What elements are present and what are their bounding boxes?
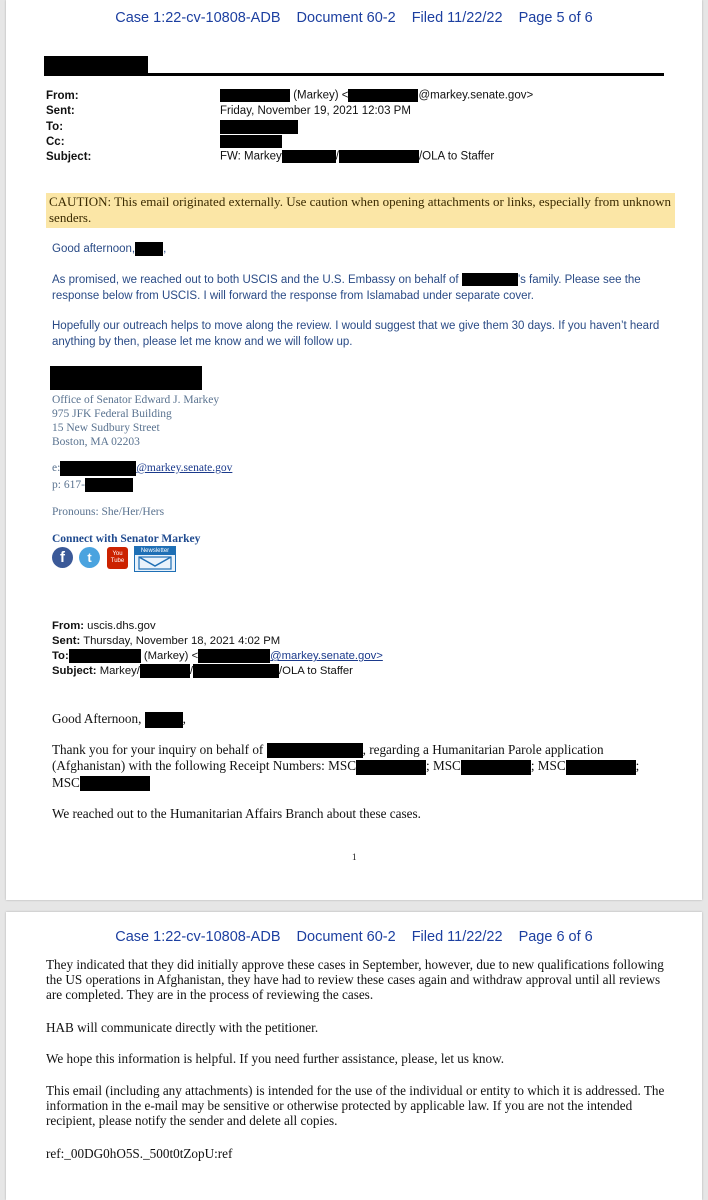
paragraph: HAB will communicate directly with the petitioner.	[46, 1020, 319, 1035]
from-row: From: (Markey) < @markey.senate.gov>	[46, 89, 534, 102]
filed-date: Filed 11/22/22	[411, 10, 503, 26]
redaction-bar	[140, 664, 190, 678]
twitter-icon[interactable]: t	[79, 547, 100, 568]
redaction-bar	[220, 120, 298, 134]
facebook-icon[interactable]: f	[52, 547, 73, 568]
sent-row: Sent: Friday, November 19, 2021 12:03 PM	[46, 105, 411, 117]
document-number: Document 60-2	[296, 10, 396, 26]
newsletter-icon[interactable]: Newsletter	[134, 546, 176, 572]
document-page-5	[6, 0, 702, 900]
redaction-bar	[69, 649, 141, 663]
redaction-bar	[339, 150, 419, 163]
redaction-bar	[193, 664, 279, 678]
redaction-bar	[267, 743, 363, 758]
signature-block: Office of Senator Edward J. Markey 975 JFK Federal Building 15 New Sudbury Street Boston, MA 02203	[52, 394, 220, 448]
redaction-bar	[50, 366, 202, 390]
subject-row: Subject: FW: Markey / /OLA to Staffer	[46, 150, 495, 163]
envelope-icon	[135, 555, 175, 570]
document-page-6	[6, 912, 702, 1200]
redaction-bar	[220, 135, 282, 148]
case-header	[6, 929, 702, 945]
redaction-bar	[348, 89, 418, 102]
redaction-bar	[282, 150, 336, 163]
email-link[interactable]: @markey.senate.gov	[136, 462, 233, 475]
redaction-bar	[220, 89, 290, 102]
page-indicator: Page 5 of 6	[518, 10, 593, 26]
signature-email: e: @markey.senate.gov	[52, 462, 233, 475]
case-number: Case 1:22-cv-10808-ADB	[115, 929, 281, 945]
header-rule	[44, 73, 664, 76]
paragraph: As promised, we reached out to both USCIS and the U.S. Embassy on behalf of ’s family. Please see the response below from USCIS. I will forward the response from Islamabad under separate cover.	[52, 274, 641, 302]
redaction-bar	[356, 760, 426, 775]
document-number: Document 60-2	[296, 929, 396, 945]
youtube-icon[interactable]: You Tube	[107, 547, 128, 569]
redaction-bar	[198, 649, 270, 663]
uscis-paragraph: We reached out to the Humanitarian Affairs Branch about these cases.	[52, 806, 421, 821]
redaction-bar	[566, 760, 636, 775]
paragraph: Hopefully our outreach helps to move along the review. I would suggest that we give them 30 days. If you haven’t heard anything by then, please let me know and we will follow up.	[52, 320, 660, 348]
to-row: To:	[46, 120, 298, 134]
redaction-bar	[145, 712, 183, 728]
forwarded-header: From: uscis.dhs.gov Sent: Thursday, November 18, 2021 4:02 PM To: (Markey) < @markey.senate.gov> Subject: Markey/ / /OLA to Staffer	[52, 620, 383, 677]
redaction-bar	[462, 273, 518, 286]
caution-banner: CAUTION: This email originated externally. Use caution when opening attachments or links, especially from unknown senders.	[46, 193, 675, 228]
pronouns: Pronouns: She/Her/Hers	[52, 506, 165, 518]
redaction-bar	[85, 478, 133, 492]
greeting: Good afternoon, ,	[52, 243, 167, 255]
cc-row: Cc:	[46, 135, 282, 148]
page-number: 1	[352, 852, 357, 862]
paragraph: We hope this information is helpful. If you need further assistance, please, let us know.	[46, 1051, 505, 1066]
page-indicator: Page 6 of 6	[518, 929, 593, 945]
uscis-paragraph: Thank you for your inquiry on behalf of , regarding a Humanitarian Parole application (Afghanistan) with the following Receipt Numbers: MSC ; MSC ; MSC ; MSC	[52, 742, 640, 790]
redaction-bar	[80, 776, 150, 791]
redaction-bar	[135, 242, 163, 256]
paragraph: They indicated that they did initially approve these cases in September, however, due to new qualifications following the US operations in Afghanistan, they have had to review these cases again and withdraw approval until all reviews are completed. They are in the process of reviewing the cases.	[46, 957, 664, 1002]
case-header	[6, 10, 702, 26]
redaction-bar	[461, 760, 531, 775]
redaction-bar	[60, 461, 136, 476]
confidentiality-notice: This email (including any attachments) is intended for the use of the individual or entity to which it is addressed. The information in the e-mail may be sensitive or otherwise protected by applicable law. If you are not the intended recipient, please notify the sender and delete all copies.	[46, 1083, 665, 1128]
filed-date: Filed 11/22/22	[411, 929, 503, 945]
uscis-greeting: Good Afternoon, ,	[52, 711, 186, 726]
signature-phone: p: 617-	[52, 478, 133, 492]
case-number: Case 1:22-cv-10808-ADB	[115, 10, 281, 26]
reference-id: ref:_00DG0hO5S._500t0tZopU:ref	[46, 1146, 233, 1161]
connect-heading: Connect with Senator Markey	[52, 533, 201, 545]
